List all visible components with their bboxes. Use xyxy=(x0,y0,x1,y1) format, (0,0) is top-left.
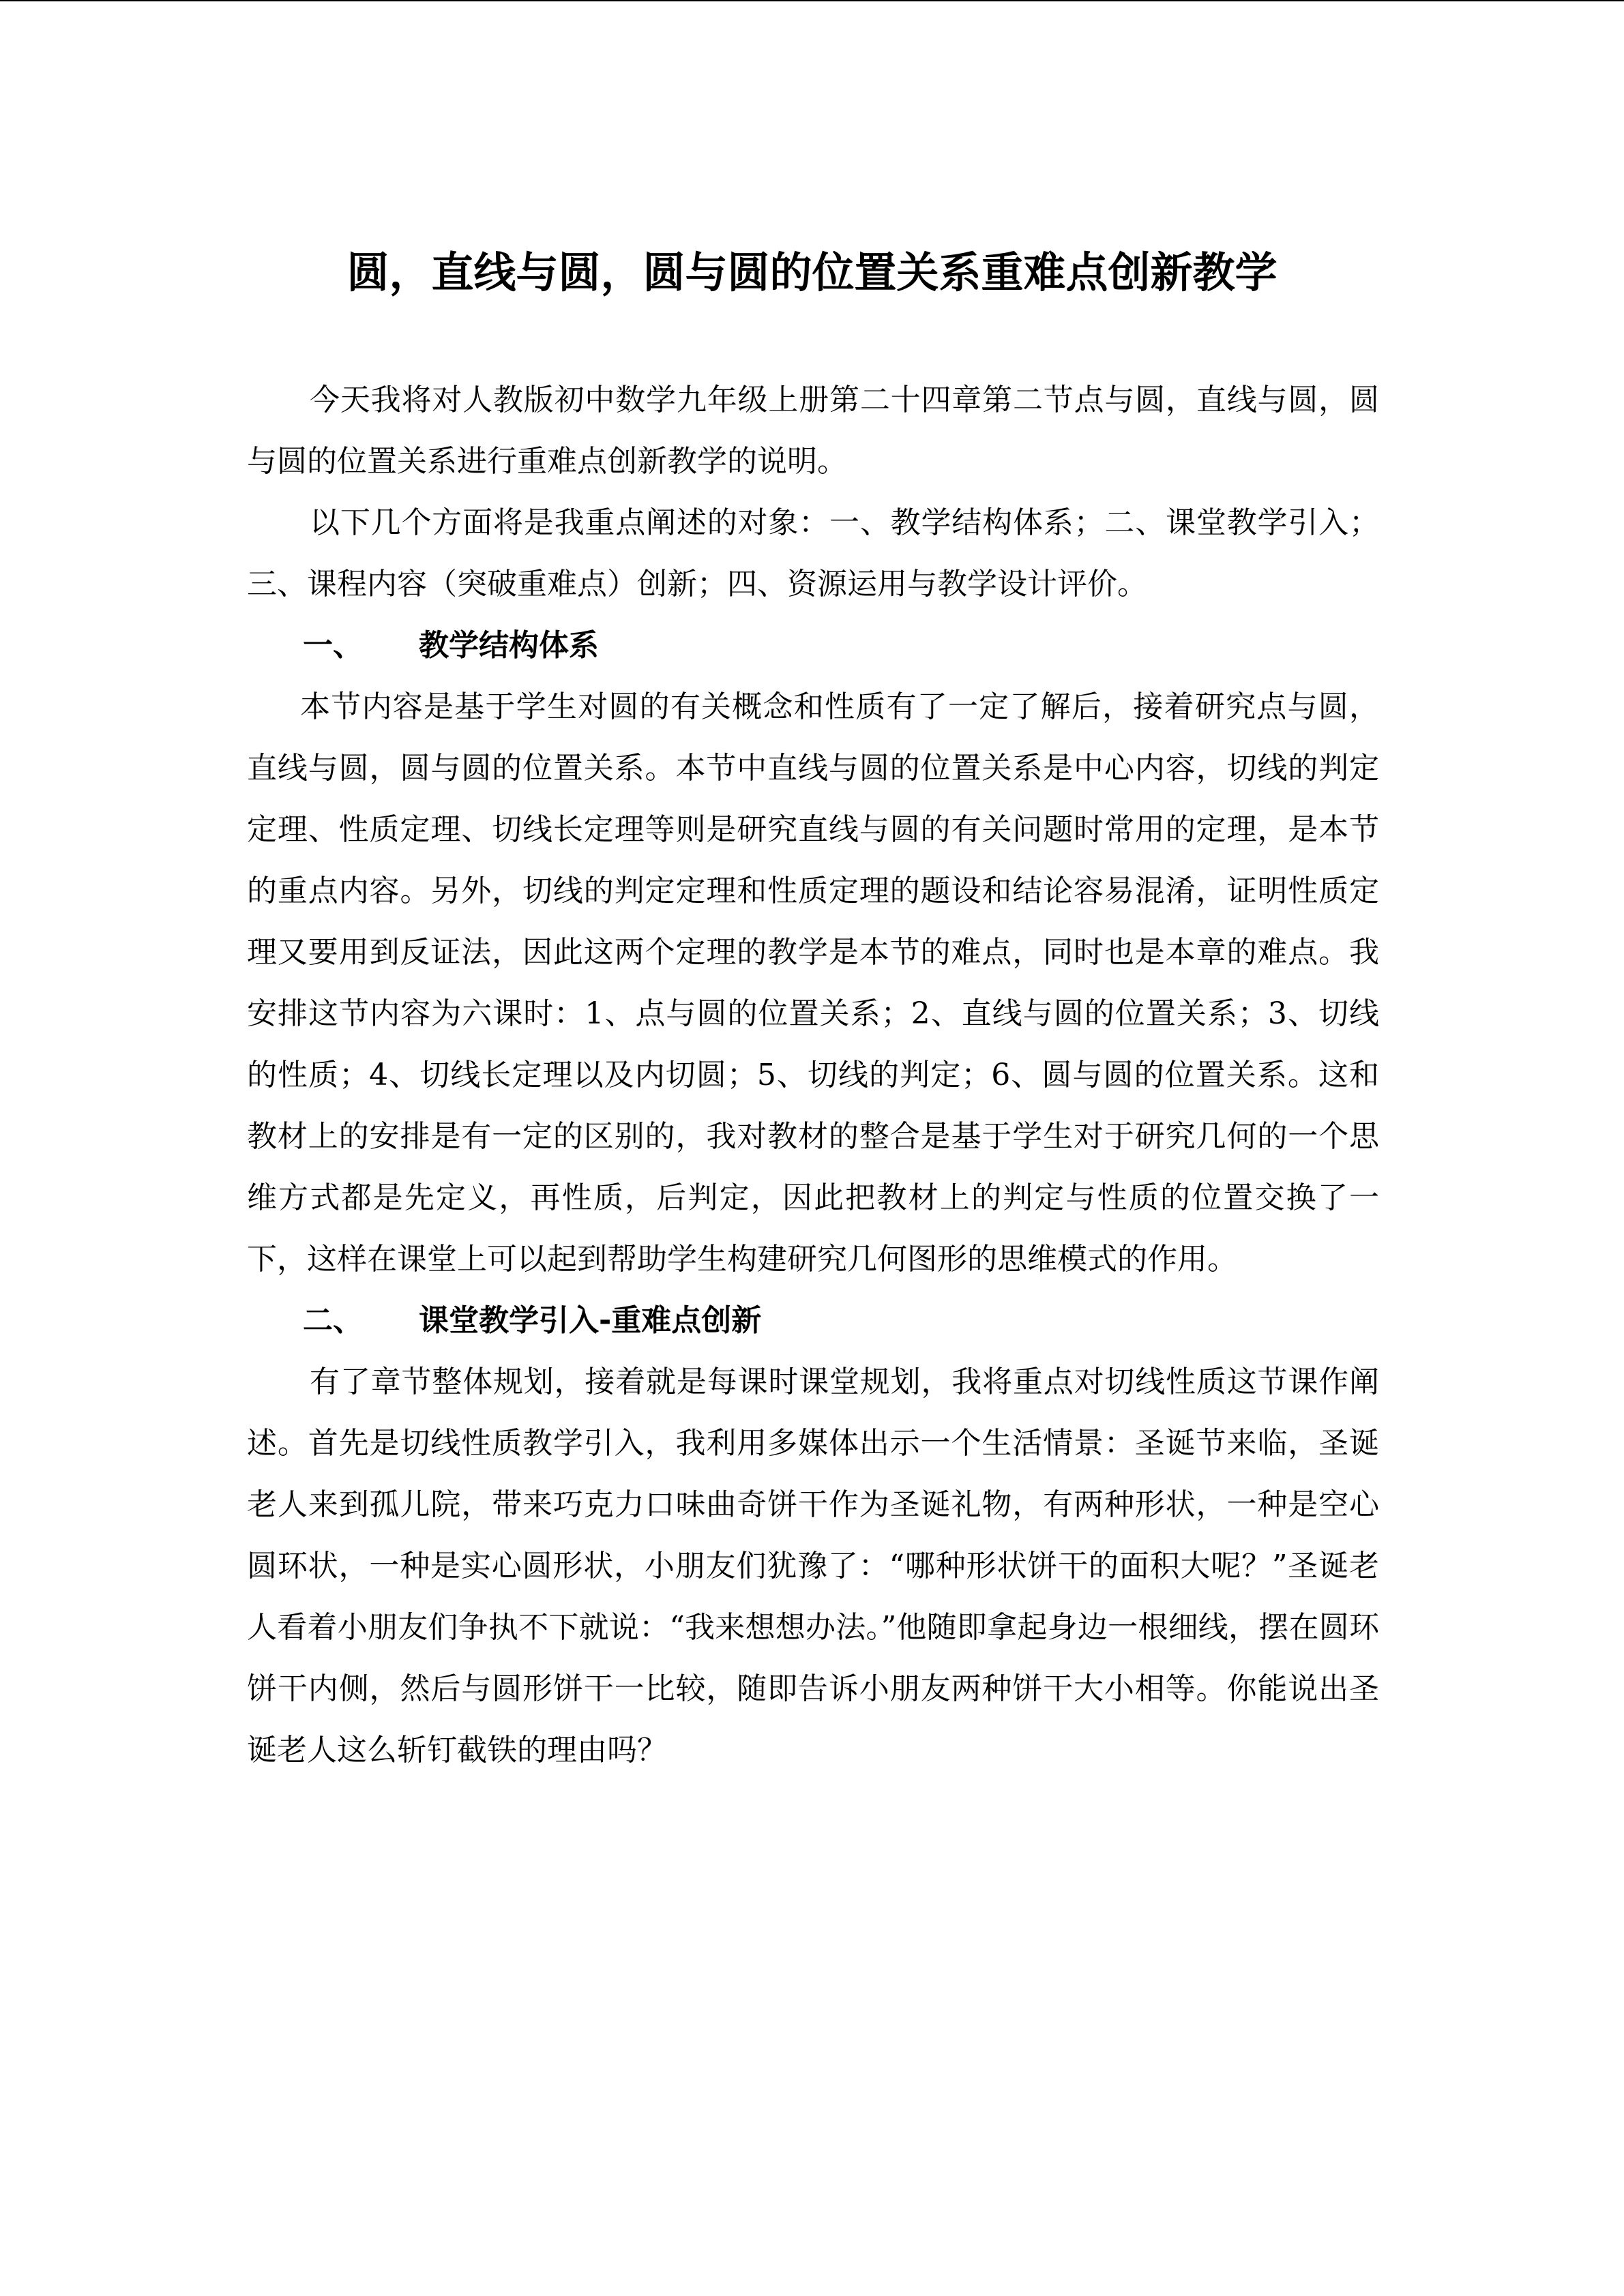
section-2-number: 二、 xyxy=(303,1303,363,1338)
section-1-number: 一、 xyxy=(303,628,363,663)
section-2-title: 课堂教学引入-重难点创新 xyxy=(419,1303,762,1338)
document-title: 圆，直线与圆，圆与圆的位置关系重难点创新教学 xyxy=(346,248,1278,297)
section-2-paragraph: 有了章节整体规划，接着就是每课时课堂规划，我将重点对切线性质这节课作阐述。首先是切线性质教学引入，我利用多媒体出示一个生活情景：圣诞节来临，圣诞老人来到孤儿院，带来巧克力口味曲奇饼干作为圣诞礼物，有两种形状，一种是空心圆环状，一种是实心圆形状，小朋友们犹豫了：“哪种形状饼干的面积大呢？”圣诞老人看着小朋友们争执不下就说：“我来想想办法。”他随即拿起身边一根细线，摆在圆环饼干内侧，然后与圆形饼干一比较，随即告诉小朋友两种饼干大小相等。你能说出圣诞老人这么斩钉截铁的理由吗？ xyxy=(247,1365,1379,1768)
section-heading-1 xyxy=(247,615,1379,676)
section-1-paragraph: 本节内容是基于学生对圆的有关概念和性质有了一定了解后，接着研究点与圆，直线与圆，圆与圆的位置关系。本节中直线与圆的位置关系是中心内容，切线的判定定理、性质定理、切线长定理等则是研究直线与圆的有关问题时常用的定理，是本节的重点内容。另外，切线的判定定理和性质定理的题设和结论容易混淆，证明性质定理又要用到反证法，因此这两个定理的教学是本节的难点，同时也是本章的难点。我安排这节内容为六课时：1、点与圆的位置关系；2、直线与圆的位置关系；3、切线的性质；4、切线长定理以及内切圆；5、切线的判定；6、圆与圆的位置关系。这和教材上的安排是有一定的区别的，我对教材的整合是基于学生对于研究几何的一个思维方式都是先定义，再性质，后判定，因此把教材上的判定与性质的位置交换了一下，这样在课堂上可以起到帮助学生构建研究几何图形的思维模式的作用。 xyxy=(247,689,1379,1277)
section-heading-2 xyxy=(247,1290,1379,1352)
section-1-title: 教学结构体系 xyxy=(419,628,599,663)
document-body xyxy=(247,370,1379,1781)
intro-paragraph-2: 以下几个方面将是我重点阐述的对象：一、教学结构体系；二、课堂教学引入；三、课程内容（突破重难点）创新；四、资源运用与教学设计评价。 xyxy=(247,505,1379,601)
intro-paragraph-1: 今天我将对人教版初中数学九年级上册第二十四章第二节点与圆，直线与圆，圆与圆的位置关系进行重难点创新教学的说明。 xyxy=(247,383,1379,479)
